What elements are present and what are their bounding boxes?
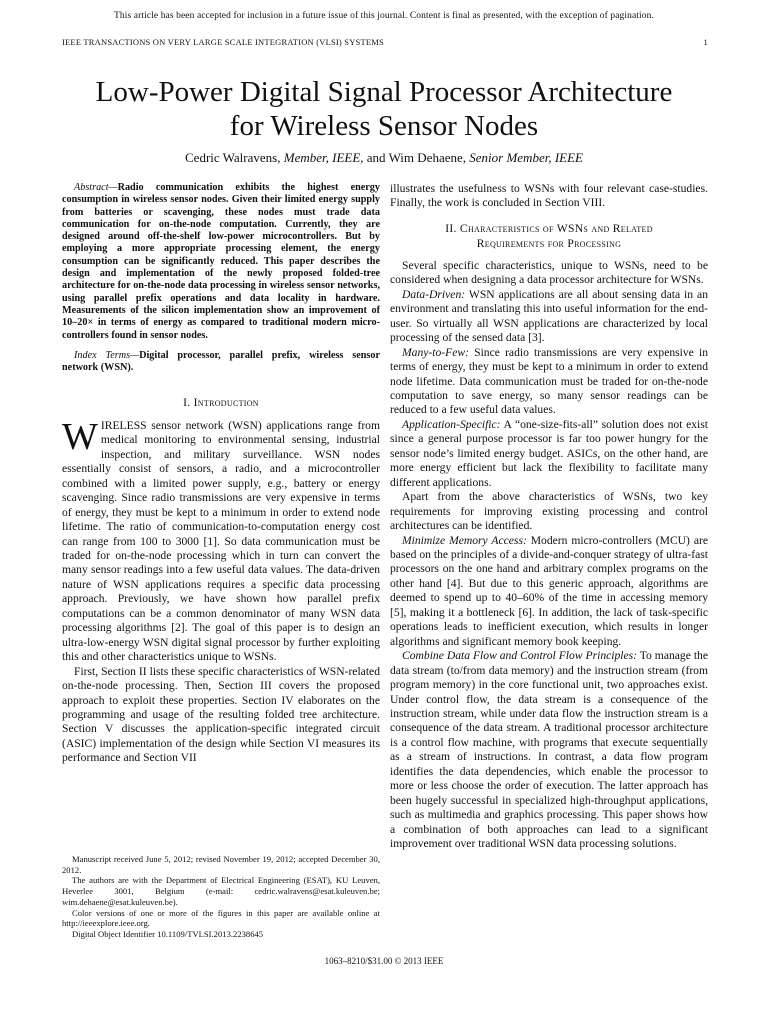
intro-paragraph-1 bbox=[62, 415, 380, 665]
author-1-role: Member, IEEE, bbox=[283, 150, 364, 165]
section-2-heading-line-1: II. Characteristics of WSNs and Related bbox=[445, 221, 653, 235]
title-line-2: for Wireless Sensor Nodes bbox=[229, 110, 539, 142]
requirement-data-control-flow bbox=[390, 649, 708, 851]
intro-paragraph-2: First, Section II lists these specific characteristics of WSN-related on-the-node processing. Then, Section III covers the proposed approach to exploit these properties. Section IV elaborates on the programming and usage of the resulting folded tree architecture. Section V discusses the application-specific integrated circuit (ASIC) implementation of the design while Section VI measures its performance and Section VII bbox=[62, 664, 380, 765]
characteristic-data-driven bbox=[390, 288, 708, 346]
requirement-text: Modern micro-controllers (MCU) are based on the principles of a divide-and-conquer strategy of ultra-fast processors on the one hand and arbitrary complex programs on the other hand [4]. But due to this generic approach, algorithms are deemed to spend up to 40–60% of the time in accessing memory [5], making it a bottleneck [6]. In addition, the lack of task-specific operations leads to inefficient execution, which results in longer algorithms and significant memory book keeping. bbox=[390, 533, 708, 648]
footnote-color-versions: Color versions of one or more of the figures in this paper are available online at http://ieeexplore.ieee.org. bbox=[62, 907, 380, 929]
section-2-heading-line-2: Requirements for Processing bbox=[476, 236, 622, 250]
characteristic-text: A “one-size-fits-all” solution does not exist since a general purpose processor is far too power hungry for the sensor node’s limited energy budget. ASICs, on the other hand, are more energy efficient but lack the flexibility to facilitate many different applications. bbox=[390, 417, 708, 489]
characteristic-lead: Application-Specific: bbox=[402, 417, 501, 431]
running-head bbox=[62, 37, 708, 47]
author-1: Cedric Walravens, bbox=[185, 150, 281, 165]
characteristic-text: WSN applications are all about sensing data in an environment and translating this into useful information for the end-user. So virtually all WSN applications are characterized by local processing of the sensed data [3]. bbox=[390, 287, 708, 345]
acceptance-note: This article has been accepted for inclusion in a future issue of this journal. Content is final as presented, with the exception of pagination. bbox=[114, 11, 654, 21]
characteristic-many-to-few bbox=[390, 346, 708, 418]
requirements-intro: Apart from the above characteristics of WSNs, two key requirements for improving existing processing and control architectures can be identified. bbox=[390, 490, 708, 533]
footnote-doi: Digital Object Identifier 10.1109/TVLSI.2013.2238645 bbox=[72, 928, 264, 939]
requirement-lead: Combine Data Flow and Control Flow Principles: bbox=[402, 649, 638, 663]
title-line-1: Low-Power Digital Signal Processor Architecture bbox=[95, 76, 673, 108]
author-line bbox=[0, 150, 768, 166]
page-number: 1 bbox=[703, 37, 708, 47]
characteristic-lead: Many-to-Few: bbox=[402, 345, 469, 359]
footnote-manuscript-dates: Manuscript received June 5, 2012; revised November 19, 2012; accepted December 30, 2012. bbox=[62, 854, 380, 875]
drop-cap: W bbox=[62, 415, 98, 458]
characteristic-application-specific bbox=[390, 418, 708, 490]
characteristic-lead: Data-Driven: bbox=[402, 287, 466, 301]
copyright-line: 1063–8210/$31.00 © 2013 IEEE bbox=[324, 956, 444, 966]
section-1-heading: I. Introduction bbox=[183, 396, 259, 410]
index-terms-label: Index Terms— bbox=[74, 349, 140, 361]
requirement-lead: Minimize Memory Access: bbox=[402, 533, 527, 547]
section-2-heading bbox=[390, 221, 708, 251]
abstract-text: Radio communication exhibits the highest energy consumption in wireless sensor nodes. Given their limited energy supply from batteries or scavenging, these nodes must trade data communication for on-the-node computation. Currently, they are designed around off-the-shelf low-power microcontrollers. But by employing a more appropriate processing element, the energy consumption can be significantly reduced. This paper describes the design and implementation of the newly proposed folded-tree architecture for on-the-node data processing in wireless sensor networks, using parallel prefix operations and data locality in hardware. Measurements of the silicon implementation show an improvement of 10–20× in terms of energy as compared to traditional modern micro-controllers found in sensor nodes. bbox=[62, 182, 380, 341]
author-2-role: Senior Member, IEEE bbox=[469, 150, 583, 165]
characteristic-text: Since radio transmissions are very expensive in terms of energy, they must be kept to a minimum in order to extend node lifetime. Data communication must be traded for on-the-node computation to save energy, so many sensor readings can be reduced to a few useful data values. bbox=[390, 345, 708, 417]
journal-name: IEEE TRANSACTIONS ON VERY LARGE SCALE INTEGRATION (VLSI) SYSTEMS bbox=[62, 37, 384, 47]
author-2: Wim Dehaene, bbox=[388, 150, 467, 165]
index-terms bbox=[62, 350, 380, 375]
intro-paragraph-3: illustrates the usefulness to WSNs with four relevant case-studies. Finally, the work is concluded in Section VIII. bbox=[390, 182, 708, 210]
paper-title bbox=[0, 75, 768, 143]
left-column bbox=[62, 182, 380, 766]
author-conjunction: and bbox=[366, 150, 386, 165]
requirement-text: To manage the data stream (to/from data memory) and the instruction stream (from program memory) in the core functional unit, two approaches exist. Under control flow, the data stream is a consequence of the instruction stream, while under data flow the instruction stream is a consequence of the data stream. A traditional processor architecture is a control flow machine, with programs that execute sequentially as a stream of instructions. In contrast, a data flow program identifies the data dependencies, which enable the processor to more or less choose the order of execution. The latter approach has been hugely successful in specialized high-throughput applications, such as multimedia and graphics processing. This paper shows how a combination of both approaches can lead to a significant improvement over traditional WSN data processing solutions. bbox=[390, 649, 708, 851]
abstract bbox=[62, 182, 380, 342]
section-2-intro: Several specific characteristics, unique to WSNs, need to be considered when designing a data processor architecture for WSNs. bbox=[390, 258, 708, 287]
intro-text-1: sensor network (WSN) applications range from medical monitoring to environmental sensing, industrial inspection, and military surveillance. WSN nodes essentially consist of sensors, a radio, and a microcontroller combined with a limited power supply, e.g., battery or energy scavenging. Since radio transmissions are very expensive in terms of energy, they must be kept to a minimum in order to extend node lifetime. The ratio of communication-to-computation energy cost can range from 100 to 3000 [1]. So data communication must be traded for on-the-node processing which in turn can convert the many sensor readings into a few useful data values. The data-driven nature of WSN applications requires a specific data processing approach. Previously, we have shown how parallel prefix computations can be a common denominator of many WSN data processing algorithms [2]. The goal of this paper is to design an ultra-low-energy WSN digital signal processor by further exploiting this and other characteristics unique to WSNs. bbox=[62, 418, 380, 664]
footnotes bbox=[62, 854, 380, 940]
footnote-affiliation: The authors are with the Department of Electrical Engineering (ESAT), KU Leuven, Heverlee 3001, Belgium (e-mail: cedric.walravens@esat.kuleuven.be; wim.dehaene@esat.kuleuven.be). bbox=[62, 875, 380, 907]
intro-lead-word: IRELESS bbox=[100, 418, 147, 432]
requirement-minimize-memory bbox=[390, 534, 708, 650]
right-column bbox=[390, 182, 708, 851]
abstract-label: Abstract— bbox=[74, 182, 118, 193]
index-terms-text: Digital processor, parallel prefix, wireless sensor network (WSN). bbox=[62, 349, 380, 374]
